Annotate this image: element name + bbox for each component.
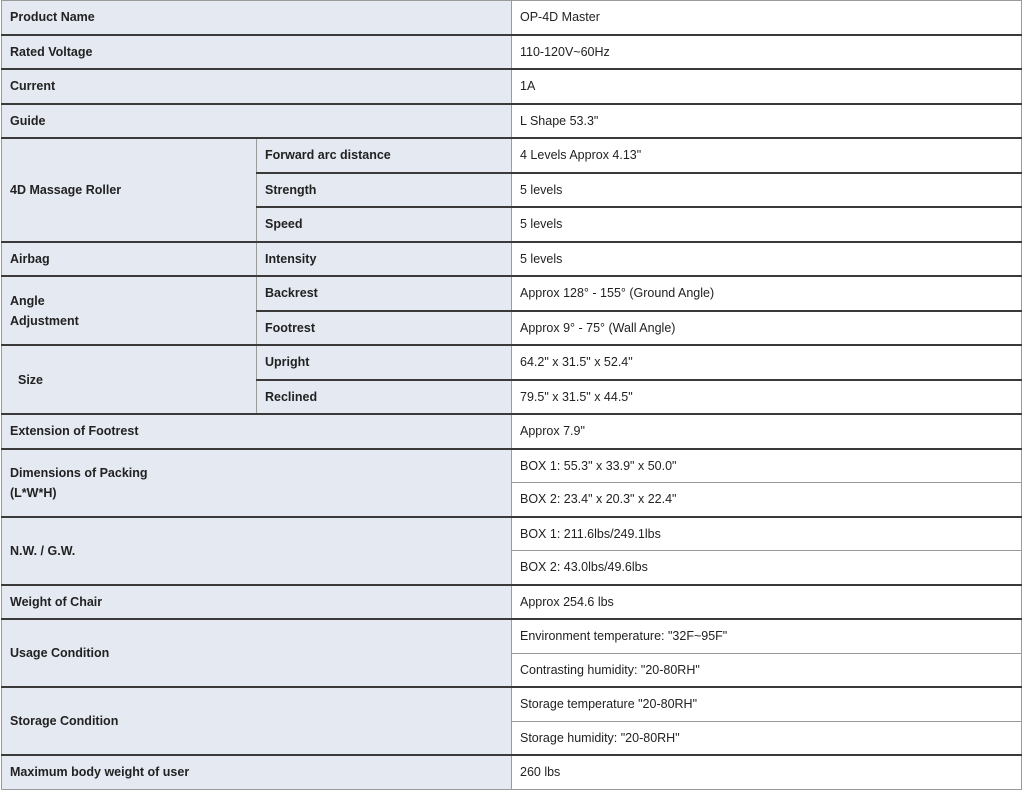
sub-label: Intensity <box>257 242 512 277</box>
row-label: Current <box>2 69 512 104</box>
row-value: Storage humidity: "20-80RH" <box>512 721 1022 755</box>
table-row <box>2 619 1022 653</box>
row-value: 110-120V~60Hz <box>512 35 1022 70</box>
table-row <box>2 517 1022 551</box>
table-row <box>2 414 1022 449</box>
row-value: 64.2" x 31.5" x 52.4" <box>512 345 1022 380</box>
table-row <box>2 449 1022 483</box>
sub-label: Reclined <box>257 380 512 415</box>
sub-label: Speed <box>257 207 512 242</box>
row-value: BOX 1: 211.6lbs/249.1lbs <box>512 517 1022 551</box>
sub-label: Footrest <box>257 311 512 346</box>
table-row <box>2 138 1022 173</box>
table-row <box>2 1 1022 35</box>
sub-label: Strength <box>257 173 512 208</box>
sub-label: Forward arc distance <box>257 138 512 173</box>
row-label: Usage Condition <box>2 619 512 687</box>
row-label: Extension of Footrest <box>2 414 512 449</box>
row-value: BOX 1: 55.3" x 33.9" x 50.0" <box>512 449 1022 483</box>
row-value: Approx 9° - 75° (Wall Angle) <box>512 311 1022 346</box>
table-row <box>2 345 1022 380</box>
row-value: BOX 2: 43.0lbs/49.6lbs <box>512 551 1022 585</box>
row-value: 4 Levels Approx 4.13" <box>512 138 1022 173</box>
row-label: Product Name <box>2 1 512 35</box>
row-value: L Shape 53.3" <box>512 104 1022 139</box>
row-value: 79.5" x 31.5" x 44.5" <box>512 380 1022 415</box>
row-value: Approx 128° - 155° (Ground Angle) <box>512 276 1022 311</box>
table-row <box>2 276 1022 311</box>
table-row <box>2 69 1022 104</box>
row-value: Contrasting humidity: "20-80RH" <box>512 653 1022 687</box>
table-row <box>2 585 1022 620</box>
row-label: Weight of Chair <box>2 585 512 620</box>
row-label: Airbag <box>2 242 257 277</box>
sub-label: Upright <box>257 345 512 380</box>
row-label: Dimensions of Packing (L*W*H) <box>2 449 512 517</box>
row-value: 5 levels <box>512 207 1022 242</box>
row-label: Size <box>2 345 257 414</box>
table-row <box>2 104 1022 139</box>
spec-table <box>1 0 1022 790</box>
row-label: Guide <box>2 104 512 139</box>
row-value: 260 lbs <box>512 755 1022 789</box>
row-value: BOX 2: 23.4" x 20.3" x 22.4" <box>512 483 1022 517</box>
table-row <box>2 755 1022 789</box>
row-label: Maximum body weight of user <box>2 755 512 789</box>
row-label: N.W. / G.W. <box>2 517 512 585</box>
row-value: 1A <box>512 69 1022 104</box>
sub-label: Backrest <box>257 276 512 311</box>
row-label: Storage Condition <box>2 687 512 755</box>
table-row <box>2 687 1022 721</box>
row-value: OP-4D Master <box>512 1 1022 35</box>
row-label: 4D Massage Roller <box>2 138 257 242</box>
row-value: 5 levels <box>512 173 1022 208</box>
row-label: Angle Adjustment <box>2 276 257 345</box>
row-value: 5 levels <box>512 242 1022 277</box>
table-row <box>2 242 1022 277</box>
row-label: Rated Voltage <box>2 35 512 70</box>
row-value: Approx 254.6 lbs <box>512 585 1022 620</box>
row-value: Environment temperature: "32F~95F" <box>512 619 1022 653</box>
row-value: Approx 7.9" <box>512 414 1022 449</box>
row-value: Storage temperature "20-80RH" <box>512 687 1022 721</box>
table-row <box>2 35 1022 70</box>
